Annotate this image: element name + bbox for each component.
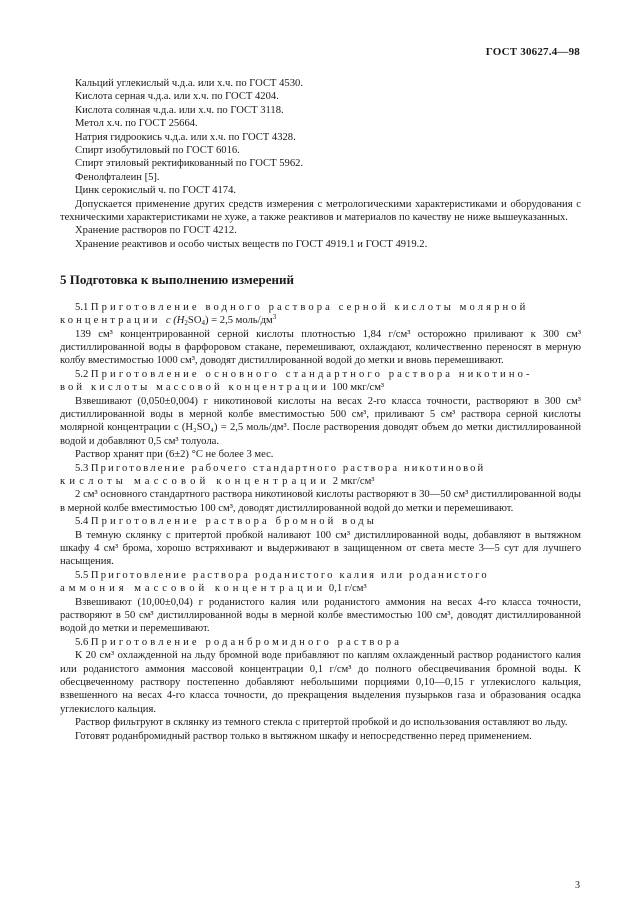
section-5-5-heading-line2: аммония массовой концентрации — [60, 583, 327, 595]
reagent-item: Кислота соляная ч.д.а. или х.ч. по ГОСТ 3118. — [75, 104, 284, 116]
section-5-5-heading-tail: 0,1 г/см³ — [328, 583, 367, 595]
formula-sub: 2 — [184, 319, 188, 328]
storage-solutions-note: Хранение растворов по ГОСТ 4212. — [75, 225, 237, 237]
section-5-3-heading — [60, 462, 581, 475]
section-5-3-body: 2 см³ основного стандартного раствора никотиновой кислоты растворяют в 30—50 см³ дистиллированной воды в мерной колбе вместимостью 100 см³, доводят дистиллированной водой до метки и перемешивают. — [60, 489, 581, 514]
section-5-title: 5 Подготовка к выполнению измерений — [60, 272, 294, 288]
section-5-2-heading-line2: вой кислоты массовой концентрации — [60, 382, 330, 394]
storage-reagents-note: Хранение реактивов и особо чистых веществ по ГОСТ 4919.1 и ГОСТ 4919.2. — [75, 238, 428, 250]
section-5-5-heading — [60, 569, 581, 582]
section-5-2-heading-tail: 100 мкг/см³ — [331, 382, 385, 394]
section-5-2-storage: Раствор хранят при (6±2) °С не более 3 мес. — [75, 449, 274, 461]
section-5-2-heading — [60, 368, 581, 381]
reagent-item: Спирт изобутиловый по ГОСТ 6016. — [75, 145, 240, 157]
section-5-6-number: 5.6 — [75, 636, 89, 648]
section-5-4-heading-text: Приготовление раствора бромной воды — [90, 516, 377, 528]
section-5-1-heading-line2: концентрации — [60, 315, 161, 327]
reagent-item: Кислота серная ч.д.а. или х.ч. по ГОСТ 4204. — [75, 91, 279, 103]
reagent-item: Кальций углекислый ч.д.а. или х.ч. по ГОСТ 4530. — [75, 78, 303, 89]
section-5-3-heading-cont — [60, 475, 581, 488]
reagent-item: Фенолфталеин [5]. — [75, 171, 160, 183]
section-5-1-number: 5.1 — [75, 301, 89, 313]
section-5-1-body: 139 см³ концентрированной серной кислоты плотностью 1,84 г/см³ осторожно приливают к 300 см³ дистиллированной воды в фарфоровом стакане, перемешивают, охлаждают, количественно переносят в мерную колбу вместимостью 1000 см³, доводят дистиллированной водой до метки и вновь перемешивают. — [60, 328, 581, 367]
allowed-note: Допускается применение других средств измерения с метрологическими характеристиками и оборудования с техническими характеристиками не хуже, а также реактивов и материалов по качеству не ниже вышеуказанных. — [60, 198, 581, 224]
reagent-list — [75, 77, 581, 198]
section-5-2-number: 5.2 — [75, 368, 89, 380]
section-5-5-heading-cont — [60, 582, 581, 595]
section-5-6-body: К 20 см³ охлажденной на льду бромной воде прибавляют по каплям охлажденный раствор роданистого калия или роданистого аммония массовой концентрации 0,1 г/см³ до полного обесцвечивания бромной воды. К обесцвеченному раствору постепенно добавляют небольшими порциями 0,10—0,15 г углекислого кальция, взвешенного на весах 4-го класса точности, до прекращения выделения пузырьков газа и образования осадка углекислого кальция. — [60, 650, 581, 715]
section-5-3-heading-line1: Приготовление рабочего стандартного раствора никотиновой — [90, 462, 486, 474]
section-5-1-heading-cont — [60, 314, 581, 327]
section-5-6-filter: Раствор фильтруют в склянку из темного стекла с притертой пробкой и до использования оставляют во льду. — [75, 717, 568, 729]
section-5-3-heading-tail: 2 мкг/см³ — [332, 475, 375, 487]
reagent-item: Цинк серокислый ч. по ГОСТ 4174. — [75, 185, 237, 197]
section-5-1-heading — [60, 301, 581, 314]
section-5-2-body: Взвешивают (0,050±0,004) г никотиновой кислоты на весах 2-го класса точности, растворяют в 300 см³ дистиллированной воды в мерной колбе вместимостью 500 см³, приливают 5 см³ раствора серной кислоты молярной концентрации c (H₂SO₄) = 2,5 моль/дм³. После растворения доводят объем до метки дистиллированной водой и добавляют 0,5 см³ толуола. — [60, 395, 581, 447]
section-5-3-number: 5.3 — [75, 462, 89, 474]
formula-sub: 4 — [201, 319, 205, 328]
section-5-1-formula — [166, 315, 276, 326]
section-5-3-heading-line2: кислоты массовой концентрации — [60, 475, 331, 487]
section-5-1-heading-line1: Приготовление водного раствора серной кислоты молярной — [90, 301, 529, 313]
section-5-5-heading-line1: Приготовление раствора роданистого калия или роданистого — [90, 569, 489, 581]
formula-sup: 3 — [272, 313, 277, 322]
page-header: ГОСТ 30627.4—98 — [485, 46, 580, 58]
page-number: 3 — [575, 879, 580, 891]
section-5-2-heading-cont — [60, 381, 581, 394]
reagent-item: Метол х.ч. по ГОСТ 25664. — [75, 118, 198, 130]
reagent-item: Спирт этиловый ректификованный по ГОСТ 5962. — [75, 158, 304, 170]
section-5-2-heading-line1: Приготовление основного стандартного раствора никотино- — [90, 368, 533, 380]
formula-part: c (H — [165, 315, 185, 327]
section-5-6-heading-text: Приготовление роданбромидного раствора — [90, 636, 403, 648]
section-5-5-number: 5.5 — [75, 569, 89, 581]
formula-part: ) = 2,5 моль/дм — [204, 315, 273, 327]
section-5-4-heading — [60, 515, 581, 528]
section-5-5-body: Взвешивают (10,00±0,04) г роданистого калия или роданистого аммония на весах 4-го класса точности, растворяют в 50 см³ дистиллированной воды в мерной колбе вместимостью 100 см³, доводят дистиллированной водой до метки и перемешивают. — [60, 596, 581, 635]
formula-part: SO — [187, 315, 202, 327]
reagent-item: Натрия гидроокись ч.д.а. или х.ч. по ГОСТ 4328. — [75, 131, 296, 143]
document-body — [60, 77, 581, 743]
section-5-4-number: 5.4 — [75, 516, 89, 528]
section-5-6-heading — [60, 636, 581, 649]
section-5-6-prepare: Готовят роданбромидный раствор только в вытяжном шкафу и непосредственно перед применением. — [75, 730, 532, 742]
section-5-4-body: В темную склянку с притертой пробкой наливают 100 см³ дистиллированной воды, добавляют в вытяжном шкафу 4 см³ брома, хорошо встряхивают и выдерживают в защищенном от света месте 3—5 сут для лучшего насыщения. — [60, 529, 581, 568]
